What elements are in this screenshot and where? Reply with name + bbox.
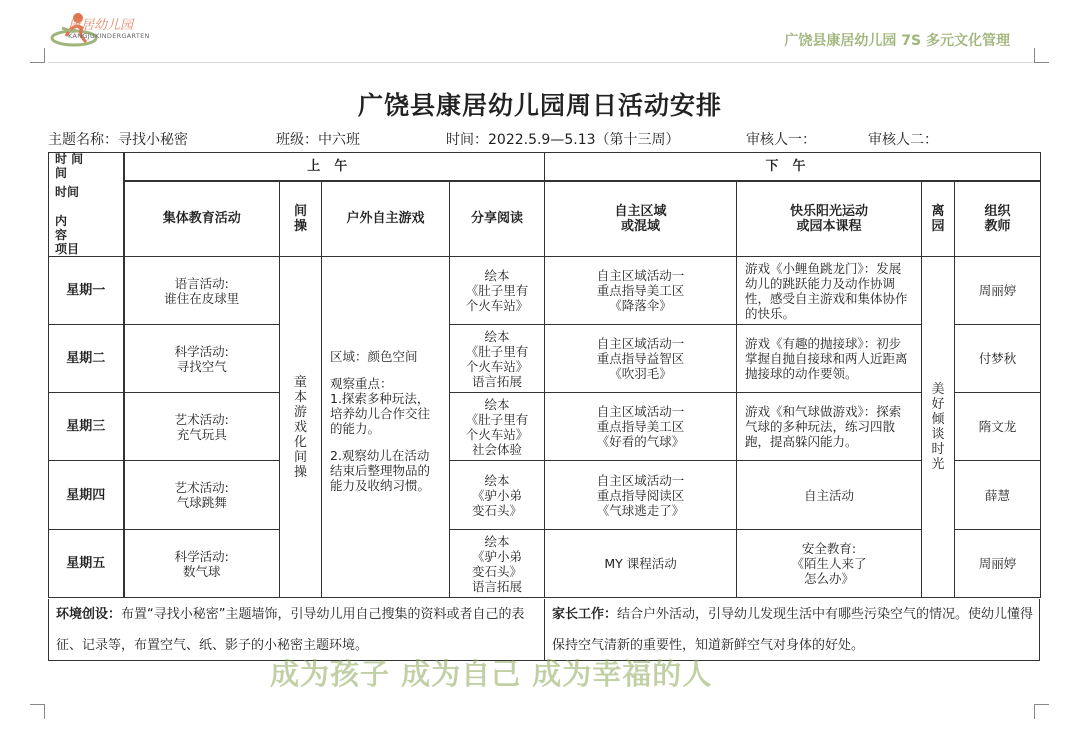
teacher: 隋文龙: [955, 393, 1041, 461]
area-activity: 自主区域活动一 重点指导美工区 《降落伞》: [545, 257, 737, 325]
group-activity: 科学活动: 寻找空气: [124, 325, 280, 393]
parent-work-text: 结合户外活动，引导幼儿发现生活中有哪些污染空气的情况。使幼儿懂得保持空气清新的重要性，知道新鲜空气对身体的好处。: [552, 607, 1034, 653]
class-name: 班级：中六班: [276, 132, 360, 148]
group-activity: 艺术活动: 充气玩具: [124, 393, 280, 461]
table-row: [49, 325, 1041, 393]
logo-name-cn: 康居幼儿园: [68, 18, 134, 33]
group-activity: 艺术活动: 气球跳舞: [124, 461, 280, 530]
day-label: 星期二: [49, 325, 124, 393]
col-sport-course: 快乐阳光运动 或园本课程: [737, 181, 922, 257]
sport-course: 自主活动: [737, 461, 922, 530]
table-row: [49, 461, 1041, 530]
group-activity: 语言活动: 谁住在皮球里: [124, 257, 280, 325]
reviewer-two: 审核人二：: [868, 132, 938, 148]
teacher: 薛慧: [955, 461, 1041, 530]
crop-mark: [30, 48, 45, 63]
sport-course: 安全教育: 《陌生人来了 怎么办》: [737, 530, 922, 598]
page-title: 广饶县康居幼儿园周日活动安排: [357, 91, 722, 120]
area-activity: 自主区域活动一 重点指导美工区 《好看的气球》: [545, 393, 737, 461]
reading: 绘本 《肚子里有 个火车站》 语言拓展: [450, 325, 545, 393]
theme-name: 主题名称：寻找小秘密: [48, 132, 188, 148]
date-range: 时间：2022.5.9—5.13（第十三周）: [446, 132, 680, 148]
area-activity: MY 课程活动: [545, 530, 737, 598]
slogan-watermark: 成为孩子 成为自己 成为幸福的人: [270, 657, 713, 691]
col-group-activity: 集体教育活动: [124, 181, 280, 257]
corner-header: 时 间 间 时间 内 容 项目: [49, 153, 124, 257]
area-activity: 自主区域活动一 重点指导益智区 《吹羽毛》: [545, 325, 737, 393]
reviewer-one: 审核人一：: [746, 132, 816, 148]
reading: 绘本 《驴小弟 变石头》: [450, 461, 545, 530]
exercise-merged: 童 本 游 戏 化 间 操: [280, 257, 322, 598]
table-row: [49, 393, 1041, 461]
page-header: [0, 0, 1080, 62]
col-reading: 分享阅读: [450, 181, 545, 257]
col-area-activity: 自主区域 或混域: [545, 181, 737, 257]
teacher: 付梦秋: [955, 325, 1041, 393]
group-activity: 科学活动: 数气球: [124, 530, 280, 598]
col-leave: 离 园: [922, 181, 955, 257]
day-label: 星期四: [49, 461, 124, 530]
morning-header: 上午: [124, 153, 545, 181]
leave-merged: 美 好 倾 谈 时 光: [922, 257, 955, 598]
parent-work-label: 家长工作：: [552, 607, 618, 622]
table-row: [49, 257, 1041, 325]
table-row: [49, 530, 1041, 598]
logo-name-en: KANGJUKINDERGARTEN: [68, 32, 150, 40]
teacher: 周丽婷: [955, 530, 1041, 598]
reading: 绘本 《驴小弟 变石头》 语言拓展: [450, 530, 545, 598]
header-divider: [48, 62, 1048, 63]
reading: 绘本 《肚子里有 个火车站》 社会体验: [450, 393, 545, 461]
environment-label: 环境创设：: [56, 607, 122, 622]
environment-text: 布置“寻找小秘密”主题墙饰，引导幼儿用自己搜集的资料或者自己的表征、记录等，布置空气、纸、影子的小秘密主题环境。: [56, 607, 525, 653]
sport-course: 游戏《小鲤鱼跳龙门》：发展幼儿的跳跃能力及动作协调性，感受自主游戏和集体协作的快乐。: [737, 257, 922, 325]
teacher: 周丽婷: [955, 257, 1041, 325]
col-outdoor-game: 户外自主游戏: [322, 181, 450, 257]
area-activity: 自主区域活动一 重点指导阅读区 《气球逃走了》: [545, 461, 737, 530]
col-teacher: 组织 教师: [955, 181, 1041, 257]
afternoon-header: 下午: [545, 153, 1041, 181]
day-label: 星期一: [49, 257, 124, 325]
header-management-title: 广饶县康居幼儿园 7S 多元文化管理: [784, 33, 1010, 49]
sport-course: 游戏《和气球做游戏》：探索气球的多种玩法，练习四散跑，提高躲闪能力。: [737, 393, 922, 461]
schedule-table: [48, 152, 1041, 598]
crop-mark: [1034, 704, 1049, 719]
crop-mark: [1034, 48, 1049, 63]
outdoor-game-merged: 区域：颜色空间 观察重点： 1.探索多种玩法，培养幼儿合作交往的能力。 2.观察幼儿在活动结束后整理物品的能力及收纳习惯。: [322, 257, 450, 598]
sport-course: 游戏《有趣的抛接球》：初步掌握自抛自接球和两人近距离抛接球的动作要领。: [737, 325, 922, 393]
reading: 绘本 《肚子里有 个火车站》: [450, 257, 545, 325]
day-label: 星期三: [49, 393, 124, 461]
col-exercise: 间 操: [280, 181, 322, 257]
day-label: 星期五: [49, 530, 124, 598]
crop-mark: [30, 704, 45, 719]
